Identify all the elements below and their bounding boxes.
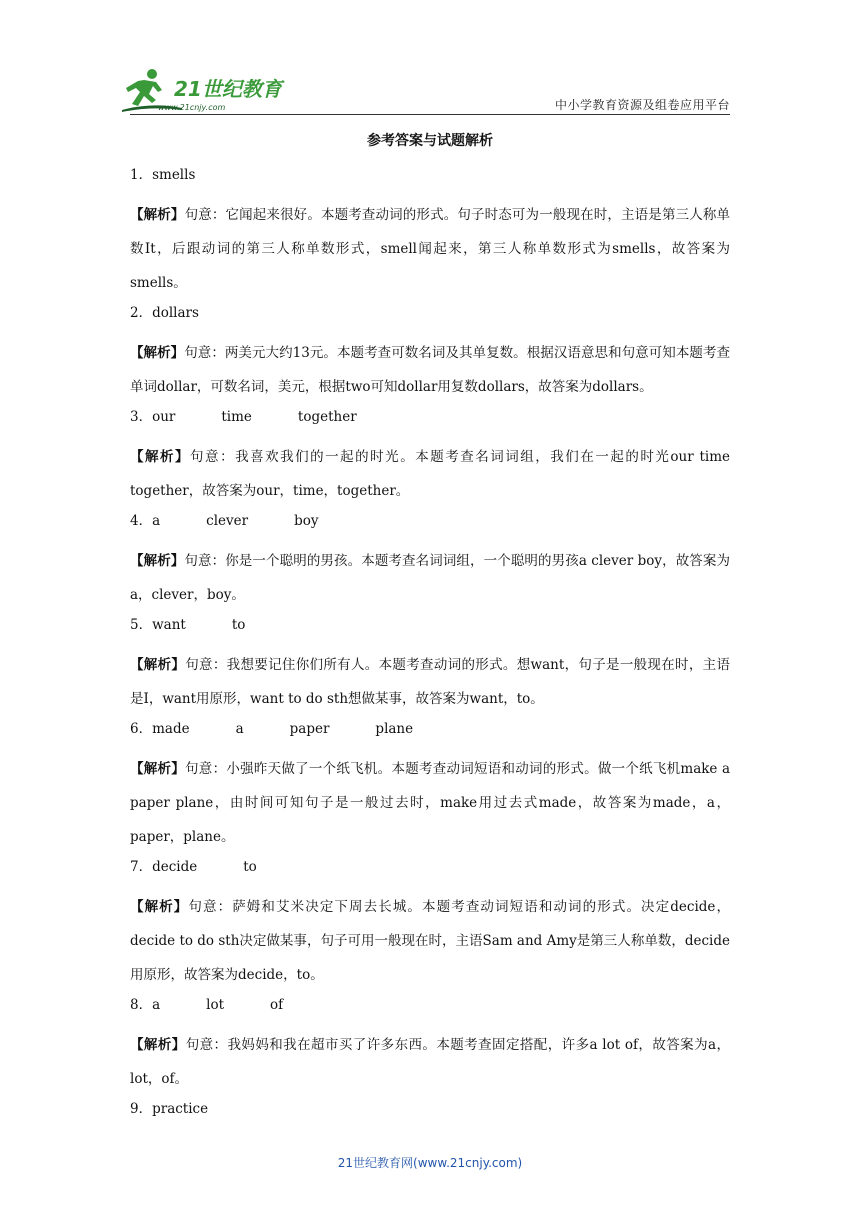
- analysis-paragraph: [130, 336, 730, 404]
- answer-word: practice: [152, 1101, 209, 1117]
- question-number: 3．: [130, 409, 153, 425]
- answer-word: plane: [375, 721, 414, 737]
- analysis-tag: 【解析】: [130, 657, 186, 673]
- answer-section: [130, 130, 730, 1132]
- answer-line: [130, 614, 730, 636]
- answer-word: to: [231, 617, 246, 633]
- answer-list: [130, 164, 730, 1120]
- answer-item: [130, 1098, 730, 1120]
- answer-word: a: [152, 513, 161, 529]
- analysis-paragraph: [130, 1028, 730, 1096]
- answer-item: [130, 614, 730, 716]
- answer-word: together: [297, 409, 357, 425]
- header-divider: [130, 114, 730, 115]
- analysis-text: 句意：你是一个聪明的男孩。本题考查名词词组，一个聪明的男孩a clever boy，故答案为a，clever，boy。: [130, 553, 730, 603]
- answer-word: smells: [152, 167, 196, 183]
- question-number: 8．: [130, 997, 153, 1013]
- answer-item: [130, 718, 730, 854]
- answer-word: want: [152, 617, 186, 633]
- analysis-text: 句意：萨姆和艾米决定下周去长城。本题考查动词短语和动词的形式。决定decide，decide to do sth决定做某事，句子可用一般现在时，主语Sam and Amy是第三人称单数，decide用原形，故答案为decide，to。: [130, 899, 730, 983]
- question-number: 2．: [130, 305, 153, 321]
- answer-line: [130, 164, 730, 186]
- analysis-paragraph: [130, 890, 730, 992]
- answer-word: a: [152, 997, 161, 1013]
- question-number: 1．: [130, 167, 153, 183]
- answer-word: decide: [152, 859, 198, 875]
- analysis-paragraph: [130, 752, 730, 854]
- answer-line: [130, 510, 730, 532]
- logo: [122, 66, 292, 114]
- analysis-text: 句意：我喜欢我们的一起的时光。本题考查名词词组，我们在一起的时光our time together，故答案为our，time，together。: [130, 449, 730, 499]
- answer-item: [130, 406, 730, 508]
- answer-word: paper: [289, 721, 330, 737]
- analysis-paragraph: [130, 648, 730, 716]
- answer-word: our: [152, 409, 176, 425]
- answer-item: [130, 856, 730, 992]
- page-title: 参考答案与试题解析: [367, 133, 493, 149]
- analysis-tag: 【解析】: [130, 449, 191, 465]
- analysis-tag: 【解析】: [130, 553, 185, 569]
- question-number: 4．: [130, 513, 153, 529]
- analysis-text: 句意：我妈妈和我在超市买了许多东西。本题考查固定搭配，许多a lot of，故答案为a，lot，of。: [130, 1037, 730, 1087]
- answer-line: [130, 718, 730, 740]
- analysis-tag: 【解析】: [130, 899, 189, 915]
- answer-line: [130, 856, 730, 878]
- answer-word: clever: [206, 513, 249, 529]
- analysis-text: 句意：我想要记住你们所有人。本题考查动词的形式。想want，句子是一般现在时，主语是I，want用原形，want to do sth想做某事，故答案为want，to。: [130, 657, 730, 707]
- analysis-tag: 【解析】: [130, 207, 185, 223]
- answer-item: [130, 164, 730, 300]
- page-header: [0, 0, 860, 120]
- question-number: 9．: [130, 1101, 153, 1117]
- question-number: 5．: [130, 617, 153, 633]
- analysis-text: 句意：它闻起来很好。本题考查动词的形式。句子时态可为一般现在时，主语是第三人称单数It，后跟动词的第三人称单数形式，smell闻起来，第三人称单数形式为smells，故答案为smells。: [130, 207, 731, 291]
- answer-line: [130, 302, 730, 324]
- platform-label: 中小学教育资源及组卷应用平台: [554, 98, 730, 112]
- answer-word: a: [235, 721, 244, 737]
- answer-word: lot: [206, 997, 225, 1013]
- answer-item: [130, 302, 730, 404]
- analysis-tag: 【解析】: [130, 345, 185, 361]
- answer-line: [130, 1098, 730, 1120]
- answer-word: time: [221, 409, 252, 425]
- question-number: 7．: [130, 859, 153, 875]
- svg-text:www.21cnjy.com: www.21cnjy.com: [158, 103, 226, 112]
- analysis-paragraph: [130, 544, 730, 612]
- question-number: 6．: [130, 721, 153, 737]
- analysis-paragraph: [130, 440, 730, 508]
- analysis-paragraph: [130, 198, 730, 300]
- answer-word: to: [243, 859, 257, 875]
- analysis-tag: 【解析】: [130, 1037, 186, 1053]
- answer-line: [130, 994, 730, 1016]
- analysis-text: 句意：小强昨天做了一个纸飞机。本题考查动词短语和动词的形式。做一个纸飞机make a paper plane，由时间可知句子是一般过去时，make用过去式made，故答案为made，a，paper，plane。: [130, 761, 731, 845]
- analysis-tag: 【解析】: [130, 761, 186, 777]
- answer-word: made: [152, 721, 190, 737]
- answer-word: boy: [294, 513, 319, 529]
- svg-text:21世纪教育: 21世纪教育: [174, 77, 282, 101]
- answer-item: [130, 510, 730, 612]
- answer-item: [130, 994, 730, 1096]
- answer-word: of: [270, 997, 284, 1013]
- answer-word: dollars: [152, 305, 199, 321]
- analysis-text: 句意：两美元大约13元。本题考查可数名词及其单复数。根据汉语意思和句意可知本题考查单词dollar，可数名词，美元，根据two可知dollar用复数dollars，故答案为dollars。: [130, 345, 730, 395]
- footer-text: 21世纪教育网(www.21cnjy.com): [337, 1156, 523, 1170]
- runner-logo-icon: [122, 66, 292, 114]
- answer-line: [130, 406, 730, 428]
